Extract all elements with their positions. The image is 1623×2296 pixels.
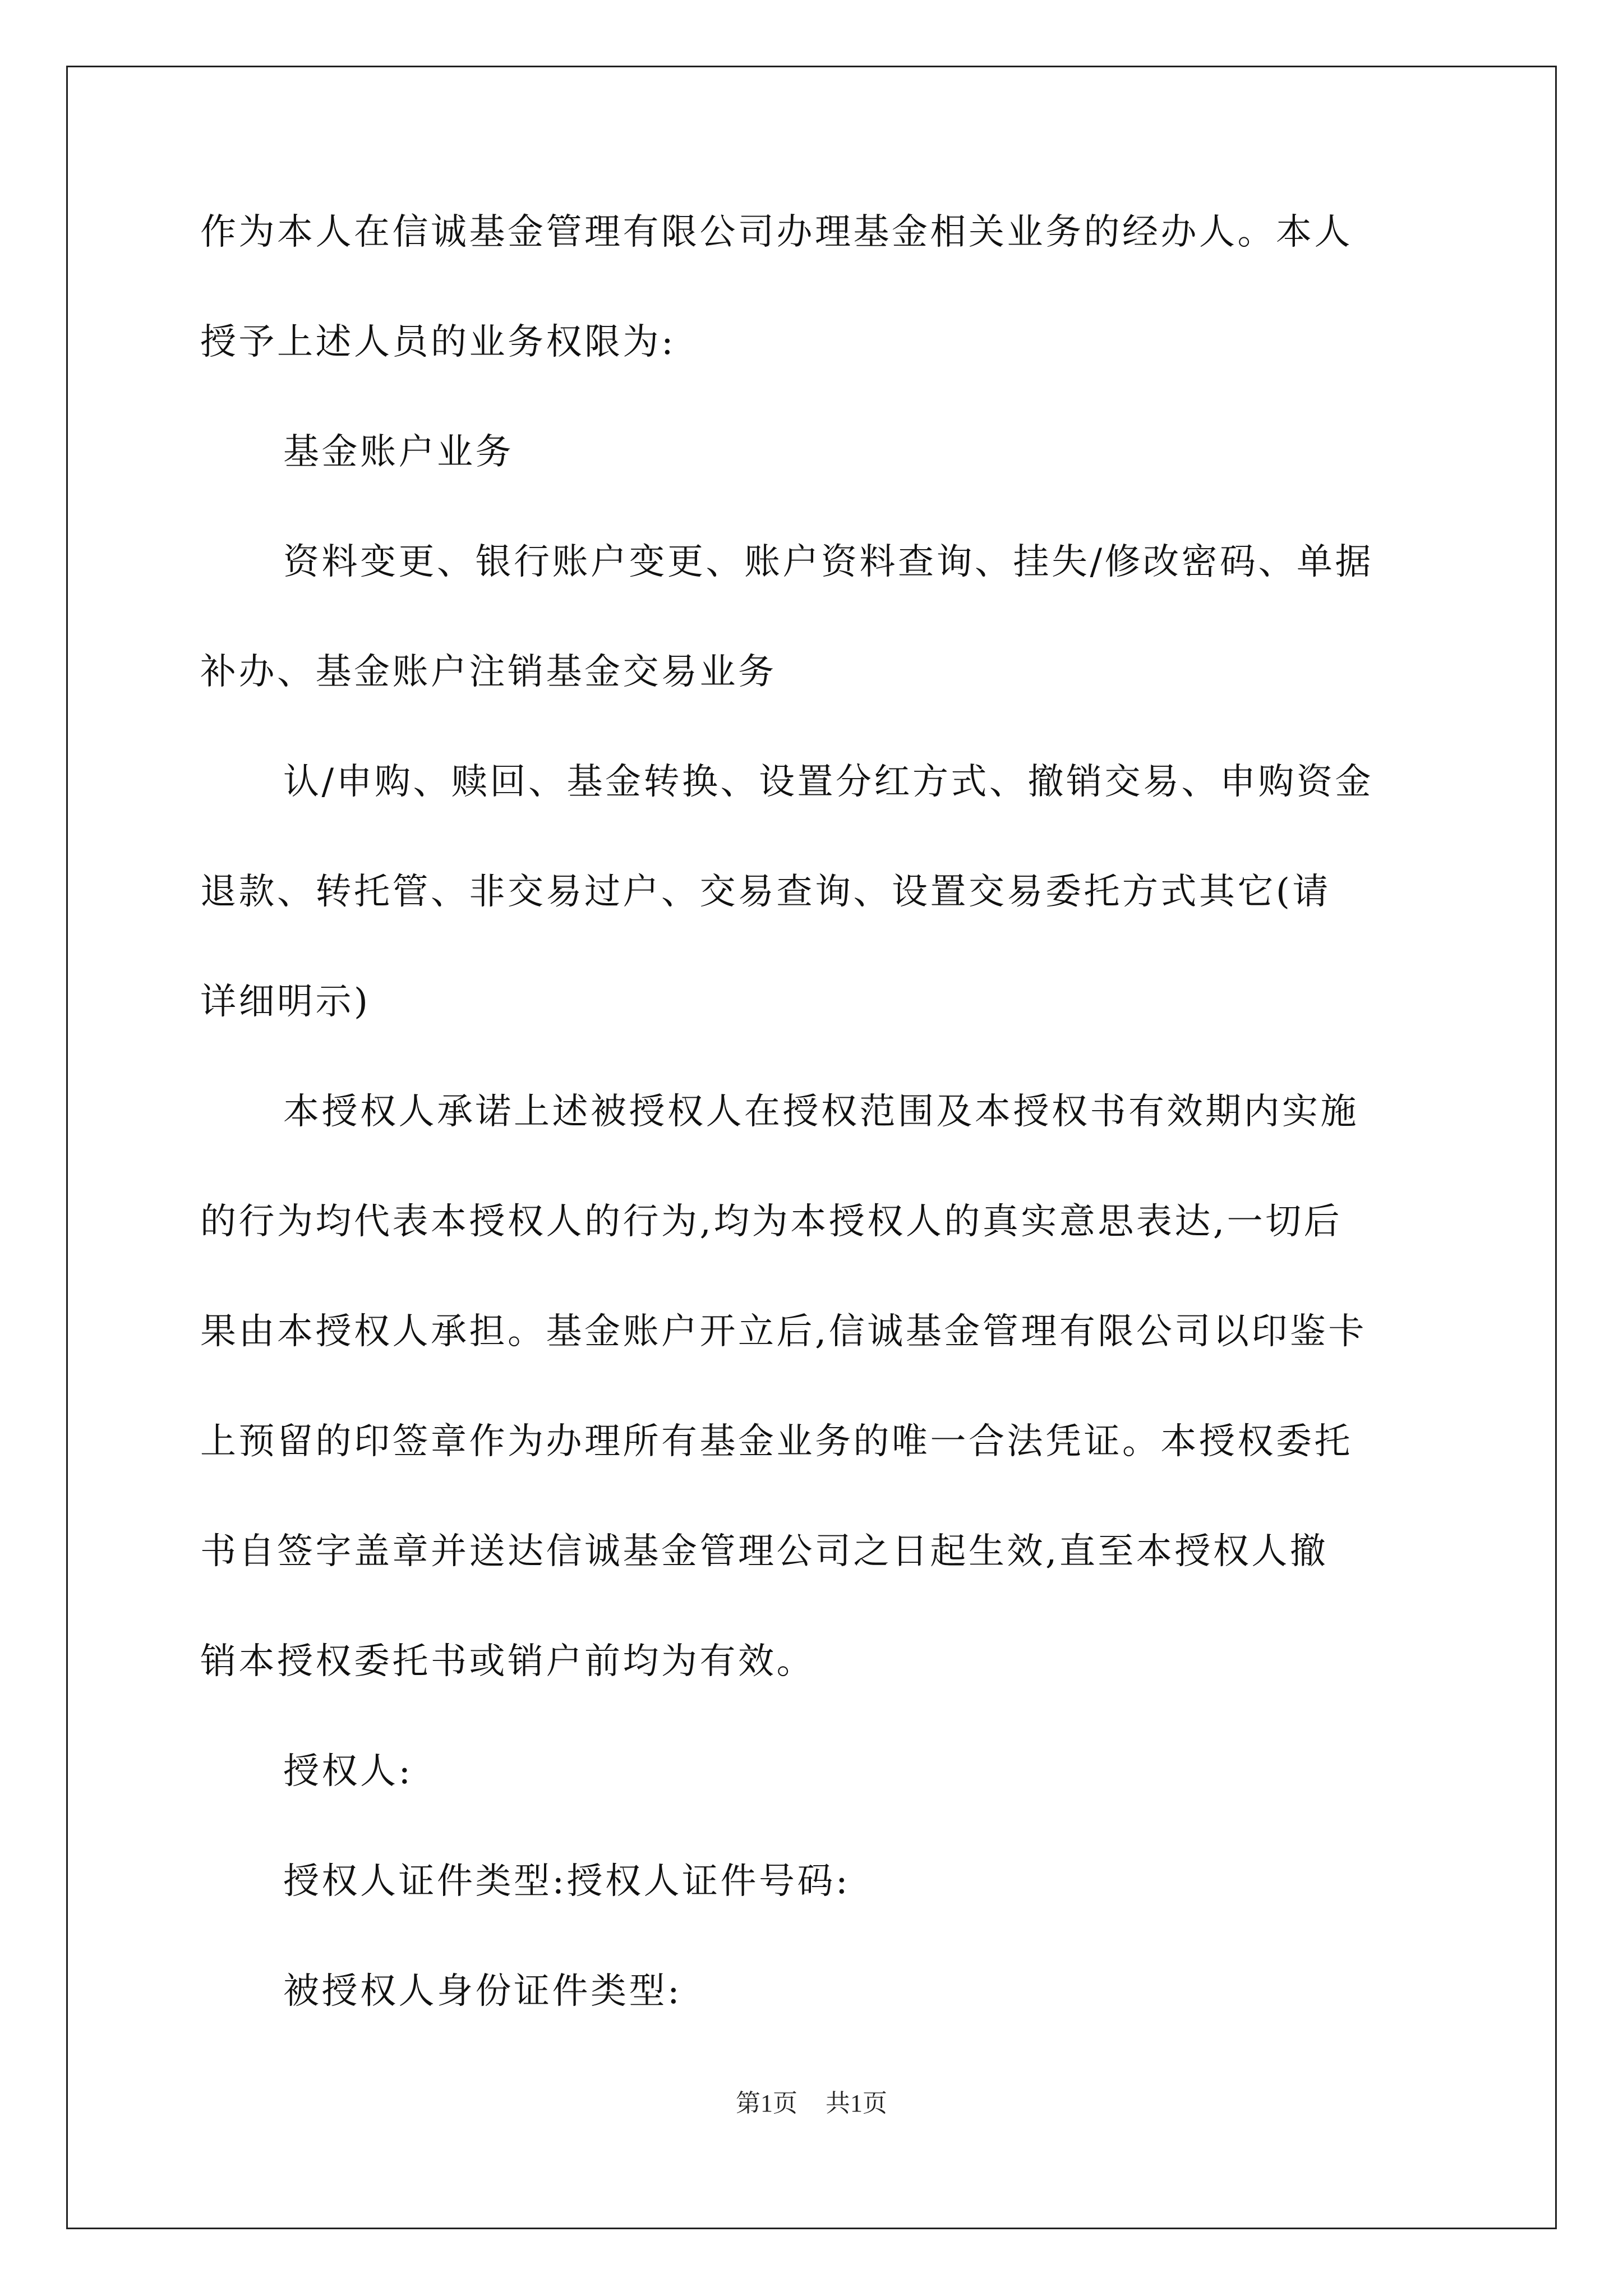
text-line: 资料变更、银行账户变更、账户资料查询、挂失/修改密码、单据 <box>283 541 1374 583</box>
text-line: 补办、基金账户注销基金交易业务 <box>200 651 777 693</box>
page-footer <box>0 2087 1623 2120</box>
text-line: 作为本人在信诚基金管理有限公司办理基金相关业务的经办人。本人 <box>200 211 1353 253</box>
document-body <box>200 209 1423 2015</box>
section-heading: 基金账户业务 <box>283 431 514 473</box>
page-total: 共1页 <box>826 2090 887 2117</box>
text-line: 详细明示) <box>200 981 371 1023</box>
grantee-id-field-label: 被授权人身份证件类型: <box>283 1971 683 2012</box>
text-line: 退款、转托管、非交易过户、交易查询、设置交易委托方式其它(请 <box>200 871 1331 913</box>
grantor-field-label: 授权人: <box>283 1751 413 1792</box>
text-line: 书自签字盖章并送达信诚基金管理公司之日起生效,直至本授权人撤 <box>200 1531 1329 1572</box>
grantor-id-field-label: 授权人证件类型:授权人证件号码: <box>283 1861 851 1902</box>
text-line: 认/申购、赎回、基金转换、设置分红方式、撤销交易、申购资金 <box>283 761 1374 803</box>
text-line: 销本授权委托书或销户前均为有效。 <box>200 1641 815 1682</box>
text-line: 授予上述人员的业务权限为: <box>200 321 676 363</box>
text-line: 的行为均代表本授权人的行为,均为本授权人的真实意思表达,一切后 <box>200 1201 1343 1243</box>
text-line: 果由本授权人承担。基金账户开立后,信诚基金管理有限公司以印鉴卡 <box>200 1311 1367 1352</box>
text-line: 本授权人承诺上述被授权人在授权范围及本授权书有效期内实施 <box>283 1091 1359 1133</box>
page-number: 第1页 <box>736 2090 797 2117</box>
text-line: 上预留的印签章作为办理所有基金业务的唯一合法凭证。本授权委托 <box>200 1421 1353 1462</box>
